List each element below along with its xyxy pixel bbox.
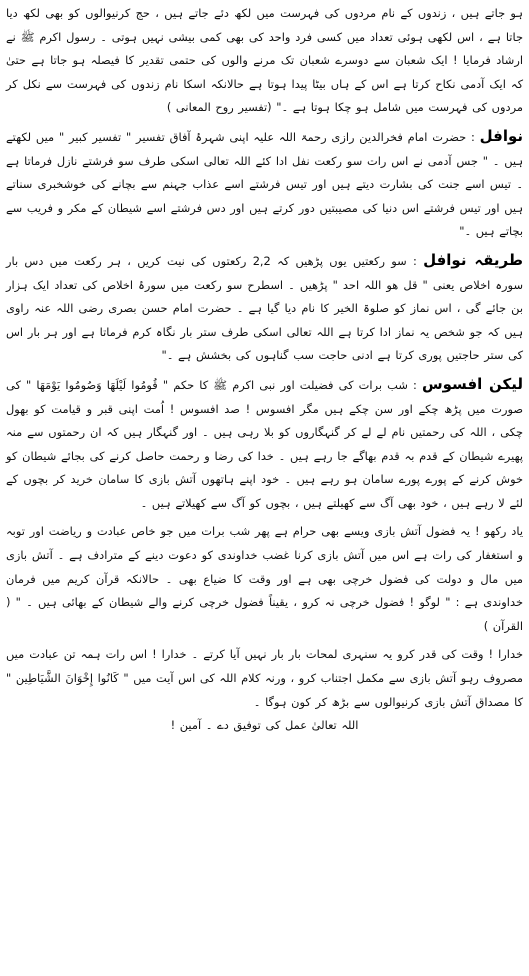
paragraph-intro (6, 2, 523, 120)
paragraph-reminder (6, 520, 523, 638)
heading-method: طریقہ نوافل (423, 250, 524, 269)
heading-regret: لیکن افسوس (421, 374, 523, 393)
paragraph-reminder-text: یاد رکھو ! یہ فضول آتش بازی ویسے بھی حرام ہے پھر شب برات میں جو خاص عبادت و ریاضت اور توبہ و استغفار کی رات ہے اس میں آتش بازی کرنا غضب خداوندی کو دعوت دینے کے مترادف ہے ۔ آتش بازی میں مال و دولت کی فضول خرچی بھی ہے اور وقت کا ضیاع بھی ۔ حالانکہ قرآن کریم میں فرمان خداوندی ہے : " لوگو ! فضول خرچی نہ کرو ، یقیناً فضول خرچی کرنے والے شیطان کے بھائی ہیں ۔ " ( القرآن ) (6, 524, 523, 633)
paragraph-regret-text: : شب برات کی فضیلت اور نبی اکرم ﷺ کا حکم " قُومُوا لَيْلَهَا وَصُومُوا يَوْمَهَا " کی صورت میں پڑھ چکے اور سن چکے ہیں مگر افسوس ! صد افسوس ! اُمت اپنی قبر و قیامت کو بھول چکی ، اللہ کی رحمتیں نام لے لے کر گنہگاروں کو بلا رہی ہیں ۔ اور گنہگار ہیں کہ ان رحمتوں سے منہ پھیرے شیطان کے قدم بہ قدم بھاگے جا رہے ہیں ۔ خدا کی رضا و رحمت حاصل کرنے کی بجائے شیطان کو خوش کرنے کے پورے پورے سامان ہو رہے ہیں ۔ خود اپنے ہاتھوں آتش بازی کا سامان خرید کر بچوں کے لئے لا رہے ہیں ، خود بھی آگ سے کھیلتے ہیں ، بچوں کو آگ سے کھیلاتے ہیں ۔ (6, 377, 523, 510)
paragraph-method (6, 249, 523, 368)
closing-prayer: اللہ تعالیٰ عمل کی توفیق دے ۔ آمین ! (170, 718, 359, 733)
paragraph-plea (6, 643, 523, 714)
paragraph-nawafil (6, 125, 523, 244)
paragraph-method-text: : سو رکعتیں یوں پڑھیں کہ 2,2 رکعتوں کی نیت کریں ، ہر رکعت میں دس بار سورہ اخلاص یعنی " قل ھو اللہ احد " پڑھیں ۔ اسطرح سو رکعت میں سورۂ اخلاص کی تعداد ایک ہزار بن جائے گی ، اس نماز کو صلوۃ الخیر کا نام دیا گیا ہے ۔ حضرت امام حسن بصری رضی اللہ عنہ راوی ہیں کہ جو شخص یہ نماز ادا کرتا ہے اللہ تعالی اسکی طرف ستر بار نگاہ کرم فرماتا ہے اور ہر بار اس کی ستر حاجتیں پوری کرتا ہے ادنی حاجت سب گناہوں کی بخشش ہے ۔" (6, 253, 523, 363)
paragraph-plea-text: خدارا ! وقت کی قدر کرو یہ سنہری لمحات بار بار نہیں آیا کرتے ۔ خدارا ! اس رات ہمہ تن عبادت میں مصروف رہو آتش بازی سے مکمل اجتناب کرو ، ورنہ کلام اللہ کی اس آیت میں " كَانُوا إِخْوَانَ الشَّيَاطِين " کا مصداق آتش بازی کرنیوالوں سے بڑھ کر کون ہوگا ۔ (6, 647, 523, 709)
paragraph-intro-text: ہو جاتے ہیں ، زندوں کے نام مردوں کی فہرست میں لکھ دئے جاتے ہیں ، حج کرنیوالوں کو بھی لکھ دیا جاتا ہے ، اس لکھی ہوئی تعداد میں کسی فرد واحد کی بھی کمی بیشی نہیں ہوتی ۔ رسول اکرم ﷺ نے ارشاد فرمایا ! ایک شعبان سے دوسرے شعبان تک مرنے والوں کی حتمی تقدیر کا فیصلہ ہو جاتا ہے حتیٰ کہ ایک آدمی نکاح کرتا ہے اس کے ہاں بیٹا پیدا ہوتا ہے حالانکہ اسکا نام زندوں کی فہرست سے نکل کر مردوں کی فہرست میں شامل ہو چکا ہوتا ہے ۔" (تفسیر روح المعانی ) (6, 6, 523, 115)
paragraph-nawafil-text: : حضرت امام فخرالدین رازی رحمۃ اللہ علیہ اپنی شہرۂ آفاق تفسیر " تفسیر کبیر " میں لکھتے ہیں ۔ " جس آدمی نے اس رات سو رکعت نفل ادا کئے اللہ تعالی اسکی طرف سو فرشتے نازل فرماتا ہے ۔ تیس اسے جنت کی بشارت دیتے ہیں اور تیس فرشتے اسے عذاب جہنم سے بچانے کی خوشخبری سناتے ہیں اور تیس فرشتے اس دنیا کی مصیبتیں دور کرتے ہیں اور دس فرشتے اسے شیطان کے مکر و فریب سے بچاتے ہیں ۔" (6, 129, 523, 239)
paragraph-regret (6, 373, 523, 516)
heading-nawafil: نوافل (479, 126, 523, 145)
